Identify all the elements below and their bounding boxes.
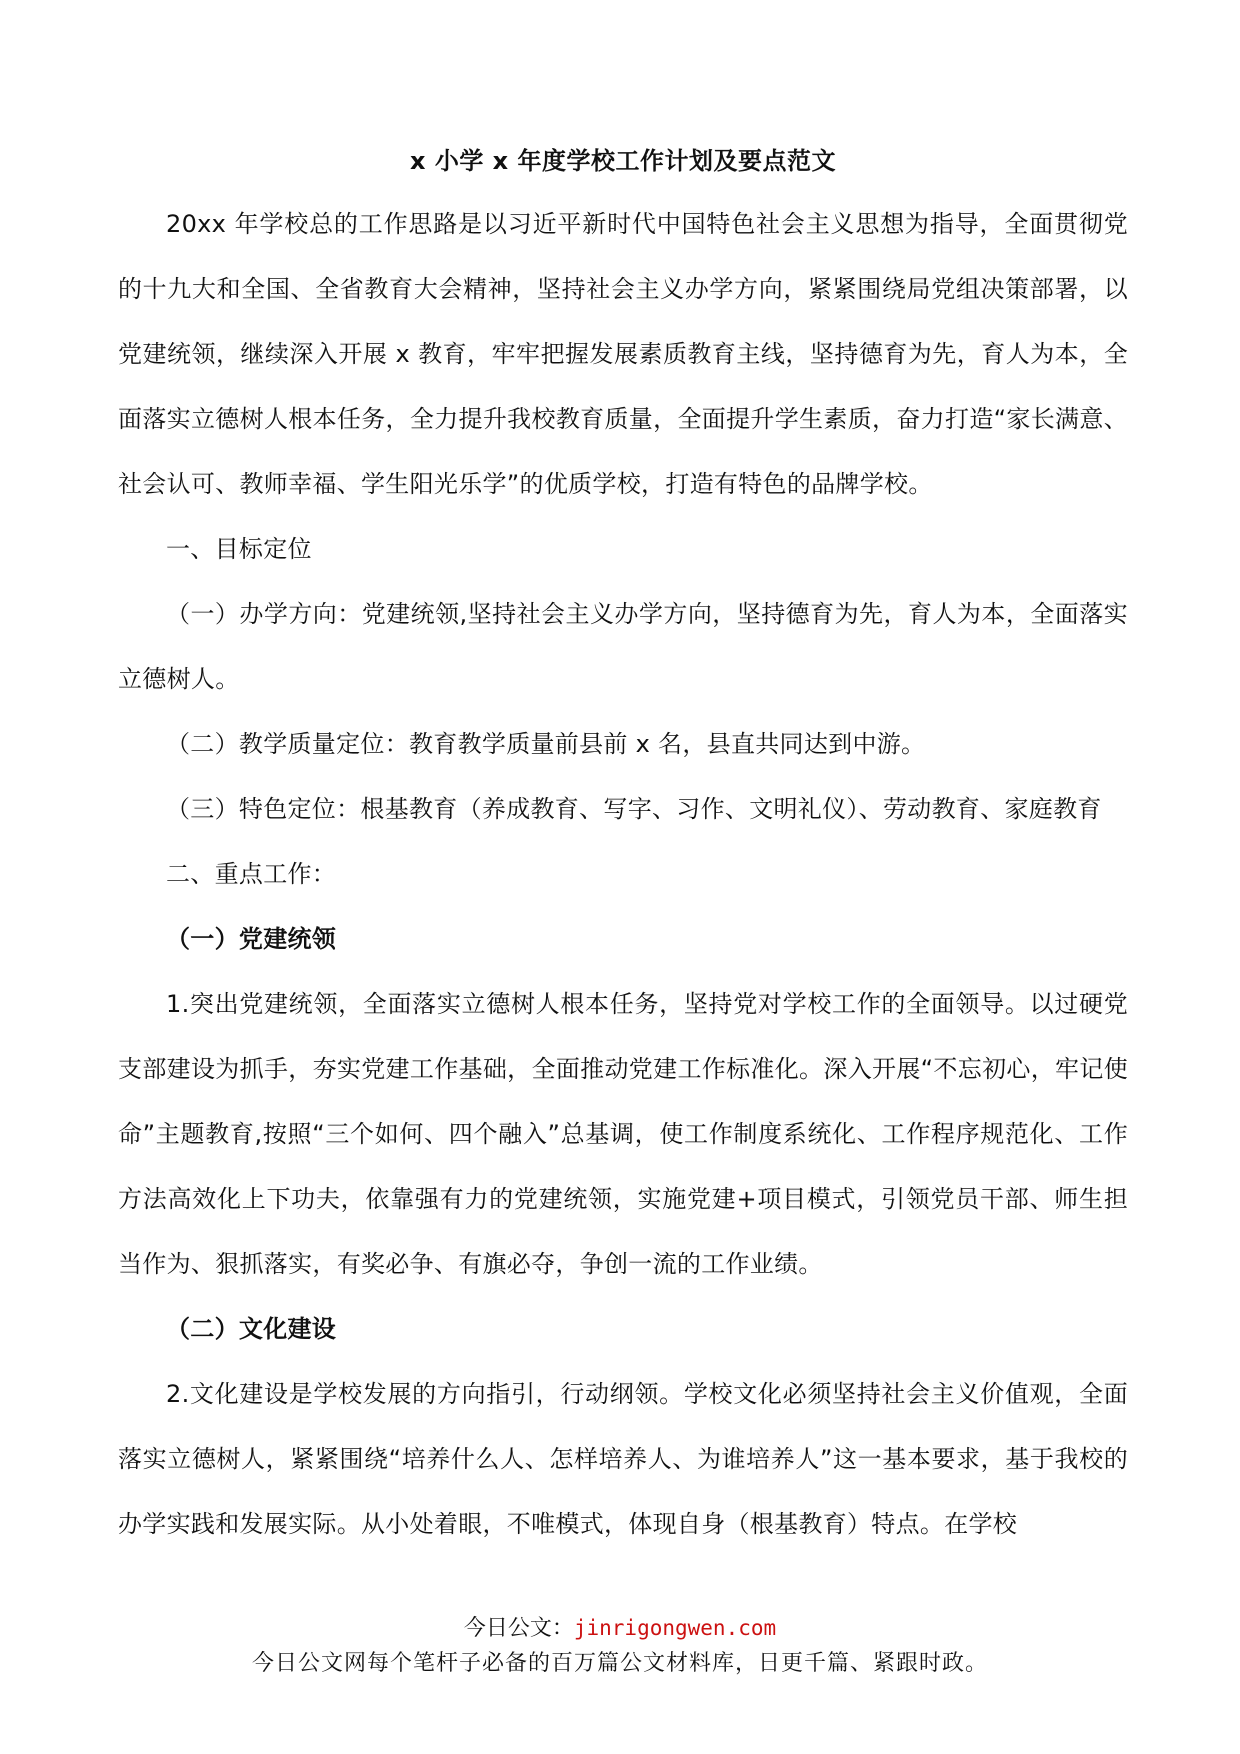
subheading-culture-building: （二）文化建设 [166,1315,337,1343]
footer-tagline: 今日公文网每个笔杆子必备的百万篇公文材料库，日更千篇、紧跟时政。 [251,1651,988,1676]
document-title: x 小学 x 年度学校工作计划及要点范文 [409,147,837,175]
document-body [118,140,1128,1557]
heading-key-work: 二、重点工作： [166,860,337,888]
paragraph-culture-building: 2.文化建设是学校发展的方向指引，行动纲领。学校文化必须坚持社会主义价值观，全面落实立德树人，紧紧围绕“培养什么人、怎样培养人、为谁培养人”这一基本要求，基于我校的办学实践和发展实际。从小处着眼，不唯模式，体现自身（根基教育）特点。在学校 [118,1380,1128,1538]
paragraph-quality-positioning: （二）教学质量定位：教育教学质量前县前 x 名，县直共同达到中游。 [166,730,926,758]
footer-site-link[interactable]: jinrigongwen.com [573,1616,777,1640]
paragraph-feature-positioning: （三）特色定位：根基教育（养成教育、写字、习作、文明礼仪）、劳动教育、家庭教育 [166,795,1102,823]
paragraph-school-direction: （一）办学方向：党建统领,坚持社会主义办学方向，坚持德育为先，育人为本，全面落实立德树人。 [118,600,1128,693]
subheading-party-building: （一）党建统领 [166,925,337,953]
footer-site-label: 今日公文： [463,1616,574,1641]
heading-target-positioning: 一、目标定位 [166,535,312,563]
paragraph-intro: 20xx 年学校总的工作思路是以习近平新时代中国特色社会主义思想为指导，全面贯彻党的十九大和全国、全省教育大会精神，坚持社会主义办学方向，紧紧围绕局党组决策部署，以党建统领，继续深入开展 x 教育，牢牢把握发展素质教育主线，坚持德育为先，育人为本，全面落实立德树人根本任务，全力提升我校教育质量，全面提升学生素质，奋力打造“家长满意、社会认可、教师幸福、学生阳光乐学”的优质学校，打造有特色的品牌学校。 [118,210,1128,498]
footer-site-line [0,1612,1240,1645]
paragraph-party-building: 1.突出党建统领，全面落实立德树人根本任务，坚持党对学校工作的全面领导。以过硬党支部建设为抓手，夯实党建工作基础，全面推动党建工作标准化。深入开展“不忘初心，牢记使命”主题教育,按照“三个如何、四个融入”总基调，使工作制度系统化、工作程序规范化、工作方法高效化上下功夫，依靠强有力的党建统领，实施党建+项目模式，引领党员干部、师生担当作为、狠抓落实，有奖必争、有旗必夺，争创一流的工作业绩。 [118,990,1128,1278]
